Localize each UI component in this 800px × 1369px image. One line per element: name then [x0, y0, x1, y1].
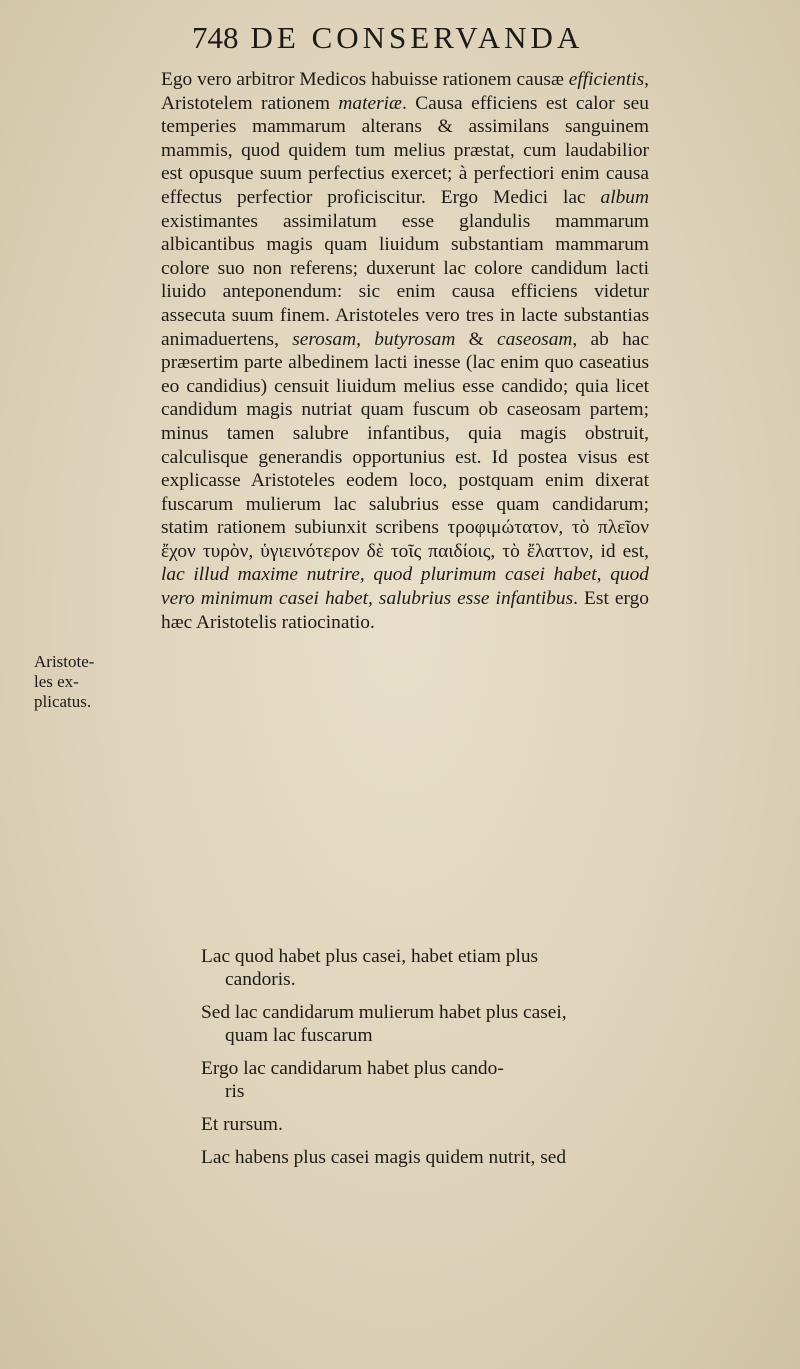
italic-term: caseosam [497, 328, 573, 350]
greek-quotation: τροφιμώτατον, τὸ πλεῖον ἔχον τυρὸν, ὑγιεινότερον δὲ τοῖς παιδίοις, τὸ ἔλαττον [161, 517, 649, 562]
running-header [192, 20, 652, 56]
transition-line: Et rursum. [201, 1114, 283, 1135]
major-premise [201, 945, 673, 991]
italic-term: efficientis [568, 69, 645, 90]
italic-term: serosam, butyrosam [292, 328, 456, 350]
margin-note-line: plicatus. [34, 692, 92, 711]
premise-continuation: quam lac fuscarum [225, 1025, 373, 1046]
minor-premise [201, 1001, 673, 1047]
conclusion [201, 1057, 673, 1103]
conclusion-line: Ergo lac candidarum habet plus cando- [201, 1058, 504, 1079]
paragraph-text [161, 68, 649, 634]
margin-note-line: les ex- [34, 672, 79, 691]
page-number: 748 [192, 20, 239, 55]
italic-translation: lac illud maxime nutrire, quod plurimum casei habet, quod vero minimum casei habet, salubrius esse infantibus [161, 564, 649, 610]
text-run: & [455, 328, 497, 350]
running-title: DE CONSERVANDA [250, 20, 584, 55]
text-run: existimantes assimilatum esse glandulis mammarum albicantibus magis quam liuidum substantiam mammarum colore suo non referens; duxerunt lac colore candidum lacti liuido anteponendum: sic enim causa efficiens videtur assecuta suum finem. Aristoteles vero tres in lacte substantias animaduertens, [161, 210, 649, 350]
italic-term: album [600, 186, 649, 208]
text-run: , id est, [588, 540, 649, 562]
conclusion-continuation: ris [225, 1081, 245, 1102]
text-run: , ab hac præsertim parte albedinem lacti inesse (lac enim quo caseatius eo candidius) censuit liuidum melius esse candido; quia licet candidum magis nutriat quam fuscum ob caseosam partem; minus tamen salubre infantibus, quia magis obstruit, calculisque generandis opportunius est. Id postea visus est explicasse Aristoteles eodem loco, postquam enim dixerat fuscarum mulierum lac salubrius esse quam candidarum; statim rationem subiunxit scribens [161, 328, 649, 539]
premise-line: Lac quod habet plus casei, habet etiam plus [201, 946, 539, 967]
main-paragraph [161, 68, 649, 634]
text-run: , Aristotelem rationem [161, 69, 649, 114]
text-run: . Est ergo hæc Aristotelis ratiocinatio. [161, 588, 649, 633]
premise-continuation: candoris. [225, 969, 296, 990]
margin-note-line: Aristote- [34, 652, 95, 671]
text-run: Ego vero arbitror Medicos habuisse rationem causæ [161, 69, 569, 90]
margin-note [34, 652, 104, 712]
syllogism-block [201, 945, 673, 1169]
italic-term: materiæ [338, 92, 402, 114]
premise-line: Sed lac candidarum mulierum habet plus casei, [201, 1002, 567, 1023]
text-run: . Causa efficiens est calor seu temperies mammarum alterans & assimilans sanguinem mammis, quod quidem tum melius præstat, cum laudabilior est opusque suum perfectius exercet; à perfectiori enim causa effectus perfectior proficiscitur. Ergo Medici lac [161, 92, 649, 208]
second-syllogism-premise: Lac habens plus casei magis quidem nutrit, sed [201, 1147, 567, 1168]
